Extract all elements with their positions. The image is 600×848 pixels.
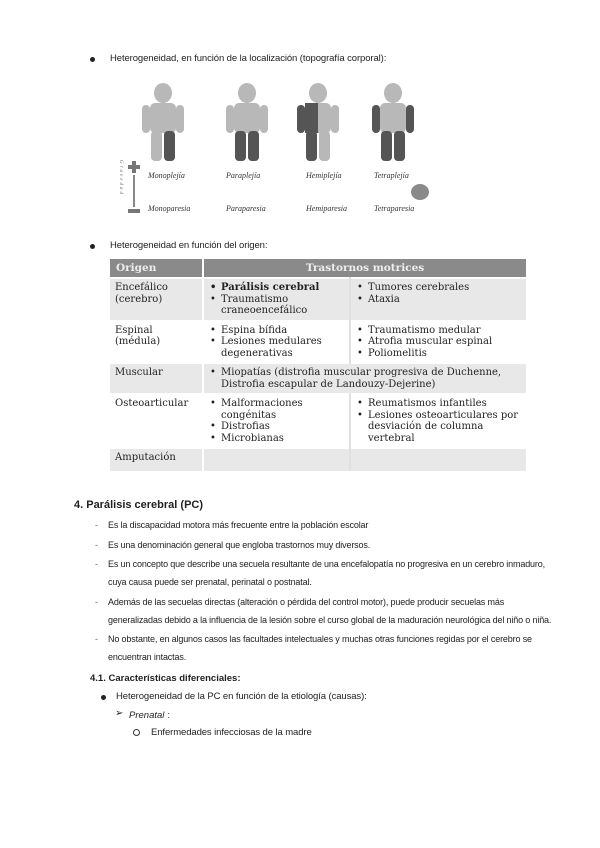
- label-tetraplejia: Tetraplejía: [374, 171, 409, 180]
- disorder-item: • Atrofia muscular espinal: [356, 336, 521, 348]
- dash-marker: -: [95, 540, 98, 550]
- sub-item: Enfermedades infecciosas de la madre: [151, 727, 312, 738]
- table-row: [110, 448, 526, 471]
- origin-cell: Amputación: [110, 448, 203, 471]
- circle-bullet-icon: [133, 729, 140, 736]
- label-hemiparesia: Hemiparesia: [306, 204, 348, 213]
- bullet-dot: [90, 244, 95, 249]
- prenatal-label: [129, 710, 170, 721]
- disorder-item: • Poliomelitis: [356, 348, 521, 360]
- section-item-cont: generalizadas debido a la influencia de la lesión sobre el curso global de la maduración neurológica del niño o niña.: [108, 615, 552, 625]
- disorders-cell: [203, 394, 350, 448]
- table-row: [110, 278, 526, 321]
- section-item: No obstante, en algunos casos las facultades intelectuales y muchas otras funciones regidas por el cerebro se: [108, 634, 532, 644]
- label-paraparesia: Paraparesia: [226, 204, 266, 213]
- disorder-item: • Lesiones medulares degenerativas: [209, 336, 344, 359]
- header-disorders: Trastornos motrices: [203, 259, 526, 278]
- disorders-cell: [203, 278, 350, 321]
- disorders-cell: [350, 278, 526, 321]
- label-tetraparesia: Tetraparesia: [374, 204, 415, 213]
- bullet-dot: [90, 57, 95, 62]
- dash-marker: -: [95, 520, 98, 530]
- disorder-item: • Parálisis cerebral: [209, 282, 344, 294]
- section-item: Es un concepto que describe una secuela resultante de una encefalopatía no progresiva en un cerebro inmaduro,: [108, 559, 545, 569]
- bullet-origen: Heterogeneidad en función del origen:: [110, 240, 268, 251]
- disorder-item: • Microbianas: [209, 433, 344, 445]
- disorders-cell: [350, 394, 526, 448]
- table-row: [110, 394, 526, 448]
- section-title: 4. Parálisis cerebral (PC): [74, 499, 204, 511]
- prenatal-colon: :: [167, 710, 171, 721]
- disorders-cell: [203, 321, 350, 364]
- disorder-item: • Distrofias: [209, 421, 344, 433]
- disorder-item: • Espina bífida: [209, 325, 344, 337]
- body-figures-illustration: [110, 75, 440, 225]
- label-monoplejia: Monoplejía: [148, 171, 185, 180]
- disorder-item: • Tumores cerebrales: [356, 282, 521, 294]
- disorders-cell: [350, 448, 526, 471]
- origin-disorders-table: [110, 259, 526, 471]
- topography-figure: [110, 75, 440, 225]
- table-row: [110, 363, 526, 394]
- disorder-item: • Malformaciones congénitas: [209, 398, 344, 421]
- bullet-localizacion: Heterogeneidad, en función de la localización (topografía corporal):: [110, 53, 387, 64]
- arrow-icon: ➢: [115, 708, 124, 719]
- dash-marker: -: [95, 597, 98, 607]
- disorder-item: • Traumatismo craneoencefálico: [209, 294, 344, 317]
- header-origin: Origen: [110, 259, 203, 278]
- gravity-label: Gravedad: [118, 160, 123, 196]
- dash-marker: -: [95, 559, 98, 569]
- origin-cell: Encefálico (cerebro): [110, 278, 203, 321]
- section-item-cont: cuya causa puede ser prenatal, perinatal o postnatal.: [108, 577, 312, 587]
- section-item: Además de las secuelas directas (alteración o pérdida del control motor), puede producir secuelas más: [108, 597, 505, 607]
- prenatal-text: Prenatal: [129, 710, 165, 721]
- disorder-item: • Miopatías (distrofia muscular progresiva de Duchenne, Distrofia escapular de Landouzy-Dejerine): [209, 367, 521, 390]
- origin-cell: Espinal (médula): [110, 321, 203, 364]
- origin-cell: Osteoarticular: [110, 394, 203, 448]
- section-item-cont: encuentran intactas.: [108, 652, 187, 662]
- disorder-item: • Traumatismo medular: [356, 325, 521, 337]
- disorder-item: • Reumatismos infantiles: [356, 398, 521, 410]
- disorders-cell: [203, 363, 526, 394]
- label-paraplejia: Paraplejía: [226, 171, 261, 180]
- disorders-cell: [203, 448, 350, 471]
- dash-marker: -: [95, 634, 98, 644]
- disorder-item: • Ataxia: [356, 294, 521, 306]
- label-monoparesia: Monoparesia: [148, 204, 191, 213]
- section-item: Es la discapacidad motora más frecuente entre la población escolar: [108, 520, 369, 530]
- etiology-bullet: Heterogeneidad de la PC en función de la etiología (causas):: [116, 691, 367, 702]
- subsection-title: 4.1. Características diferenciales:: [90, 673, 241, 684]
- origin-cell: Muscular: [110, 363, 203, 394]
- label-hemiplejia: Hemiplejía: [306, 171, 342, 180]
- bullet-dot: [101, 695, 106, 700]
- disorder-item: • Lesiones osteoarticulares por desviación de columna vertebral: [356, 410, 521, 445]
- disorders-cell: [350, 321, 526, 364]
- section-item: Es una denominación general que engloba trastornos muy diversos.: [108, 540, 371, 550]
- table-row: [110, 321, 526, 364]
